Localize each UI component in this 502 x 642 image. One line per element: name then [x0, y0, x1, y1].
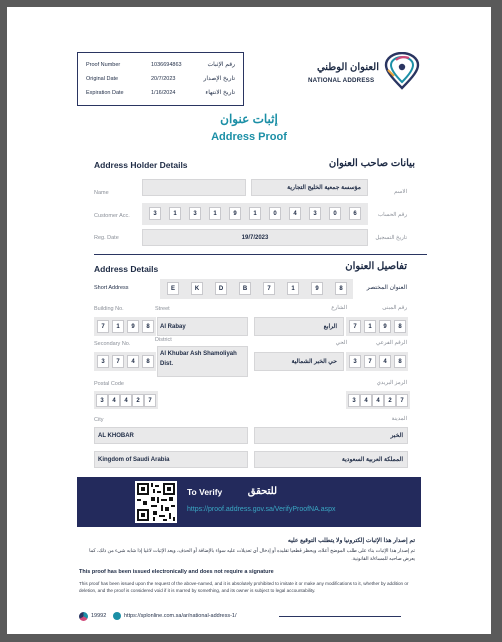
short-char: 7	[263, 282, 275, 295]
district-label-ar: الحي	[335, 340, 347, 346]
reg-date-field: 19/7/2023	[142, 229, 368, 246]
footer-line	[279, 616, 401, 617]
building-digit: 8	[394, 320, 406, 333]
building-label-ar: رقم المبنى	[382, 305, 407, 311]
short-char: K	[191, 282, 203, 295]
secondary-group	[94, 352, 156, 371]
notice-body-en: This proof has been issued upon the request of the above-named, and it is absolutely prohibited to imitate it or make any modifications to it, whether by addition or deletion, and the proof is considered void if it is marred by something, and its owner is subject to legal accountability.	[79, 581, 409, 594]
name-label-ar: الاسم	[394, 189, 407, 195]
secondary-digit: 7	[364, 355, 376, 368]
footer-phone: 19992	[91, 613, 107, 619]
country-en-field: Kingdom of Saudi Arabia	[94, 451, 248, 468]
postal-digit: 3	[348, 394, 360, 407]
postal-label-ar: الرمز البريدي	[376, 380, 407, 386]
notice-title-ar: تم إصدار هذا الإثبات إلكترونيا ولا يتطلب التوقيع عليه	[287, 538, 415, 544]
logo-pin-icon	[382, 52, 422, 90]
city-en-field: AL KHOBAR	[94, 427, 248, 444]
secondary-digit: 3	[97, 355, 109, 368]
postal-group	[94, 391, 158, 409]
building-digit: 9	[379, 320, 391, 333]
building-digit: 7	[97, 320, 109, 333]
secondary-digit: 4	[379, 355, 391, 368]
footer-logo-icon	[79, 612, 88, 621]
postal-digit: 2	[384, 394, 396, 407]
secondary-digit: 8	[394, 355, 406, 368]
acc-digit: 0	[329, 207, 341, 220]
building-group-ar	[346, 317, 408, 336]
expiration-date-value: 1/16/2024	[151, 90, 176, 96]
name-field-blank	[142, 179, 246, 196]
secondary-digit: 4	[127, 355, 139, 368]
original-date-value: 20/7/2023	[151, 76, 176, 82]
acc-digit: 0	[269, 207, 281, 220]
original-date-label-ar: تاريخ الإصدار	[203, 76, 235, 82]
acc-digit: 3	[149, 207, 161, 220]
acc-digit: 6	[349, 207, 361, 220]
acc-digit: 1	[169, 207, 181, 220]
reg-date-label: Reg. Date	[94, 235, 119, 241]
postal-digit: 3	[96, 394, 108, 407]
district-label: District	[155, 337, 172, 343]
district-ar-field: حي الخبر الشمالية	[254, 352, 344, 371]
customer-acc-label: Customer Acc.	[94, 213, 130, 219]
postal-digit: 7	[396, 394, 408, 407]
city-label-ar: المدينة	[391, 416, 407, 422]
brand-name-en: NATIONAL ADDRESS	[308, 77, 375, 84]
secondary-digit: 7	[112, 355, 124, 368]
city-label: City	[94, 417, 104, 423]
building-digit: 8	[142, 320, 154, 333]
secondary-digit: 3	[349, 355, 361, 368]
secondary-label: Secondary No.	[94, 341, 131, 347]
street-ar-field: الرابع	[254, 317, 344, 336]
acc-digit: 3	[189, 207, 201, 220]
address-heading-ar: تفاصيل العنوان	[345, 261, 407, 272]
national-address-logo	[382, 52, 422, 90]
secondary-digit: 8	[142, 355, 154, 368]
acc-digit: 4	[289, 207, 301, 220]
short-address-label: Short Address	[94, 285, 129, 291]
street-label-ar: الشارع	[331, 305, 347, 311]
name-label: Name	[94, 190, 109, 196]
acc-digit: 9	[229, 207, 241, 220]
postal-label: Postal Code	[94, 381, 124, 387]
district-en-field: Al Khubar Ash Shamoliyah Dist.	[157, 346, 248, 377]
country-ar-field: المملكة العربية السعودية	[254, 451, 408, 468]
brand-name-ar: العنوان الوطني	[316, 62, 379, 73]
title-ar: إثبات عنوان	[220, 112, 278, 126]
proof-number-value: 1036694863	[151, 62, 182, 68]
postal-digit: 4	[120, 394, 132, 407]
name-field: مؤسسة جمعية الخليج التجارية	[251, 179, 368, 196]
proof-info-box	[77, 52, 244, 106]
section-divider	[94, 254, 427, 255]
title-en: Address Proof	[211, 131, 287, 143]
short-char: 1	[287, 282, 299, 295]
building-digit: 7	[349, 320, 361, 333]
footer-link[interactable]: https://splonline.com.sa/ar/national-address-1/	[124, 613, 237, 619]
document-page	[7, 7, 491, 634]
building-group	[94, 317, 156, 336]
acc-digit: 1	[249, 207, 261, 220]
expiration-date-label-ar: تاريخ الانتهاء	[205, 90, 235, 96]
short-char: 8	[335, 282, 347, 295]
building-digit: 1	[112, 320, 124, 333]
address-heading-en: Address Details	[94, 264, 159, 274]
notice-body-ar: تم إصدار هذا الإثبات بناء على طلب الموضح أعلاه، ويحظر قطعيا تقليده أو إدخال أي تعديلات عليه سواء بالإضافة أو الحذف، ويعد الإثبات لاغيا إذا شابه شيء من ذلك، كما يعرض صاحبه للمساءلة القانونية.	[89, 549, 415, 562]
proof-number-label: Proof Number	[86, 62, 121, 68]
street-label: Street	[155, 306, 170, 312]
short-address-group	[160, 279, 353, 299]
customer-acc-group	[142, 203, 368, 225]
verify-label-ar: للتحقق	[247, 486, 277, 497]
short-char: E	[167, 282, 179, 295]
reg-date-label-ar: تاريخ التسجيل	[375, 235, 407, 241]
acc-digit: 3	[309, 207, 321, 220]
original-date-label: Original Date	[86, 76, 119, 82]
holder-heading-en: Address Holder Details	[94, 160, 188, 170]
notice-title-en: This proof has been issued electronically and does not require a signature	[79, 569, 274, 575]
city-ar-field: الخبر	[254, 427, 408, 444]
postal-digit: 4	[360, 394, 372, 407]
verify-link[interactable]: https://proof.address.gov.sa/VerifyProofNA.aspx	[187, 506, 336, 513]
building-digit: 9	[127, 320, 139, 333]
short-char: 9	[311, 282, 323, 295]
postal-digit: 2	[132, 394, 144, 407]
postal-digit: 4	[372, 394, 384, 407]
short-address-label-ar: العنوان المختصر	[366, 285, 407, 291]
short-char: B	[239, 282, 251, 295]
street-en-field: Al Rabay	[157, 317, 248, 336]
postal-group-ar	[346, 391, 410, 409]
secondary-group-ar	[346, 352, 408, 371]
verify-label-en: To Verify	[187, 487, 223, 497]
building-label: Building No.	[94, 306, 124, 312]
footer-link-icon	[113, 612, 121, 620]
verify-banner	[77, 477, 421, 527]
qr-code-icon	[135, 481, 177, 523]
proof-number-label-ar: رقم الإثبات	[207, 62, 235, 68]
customer-acc-label-ar: رقم الحساب	[378, 212, 407, 218]
acc-digit: 1	[209, 207, 221, 220]
postal-digit: 4	[108, 394, 120, 407]
secondary-label-ar: الرقم الفرعي	[376, 340, 407, 346]
holder-heading-ar: بيانات صاحب العنوان	[328, 158, 415, 169]
expiration-date-label: Expiration Date	[86, 90, 124, 96]
short-char: D	[215, 282, 227, 295]
building-digit: 1	[364, 320, 376, 333]
postal-digit: 7	[144, 394, 156, 407]
